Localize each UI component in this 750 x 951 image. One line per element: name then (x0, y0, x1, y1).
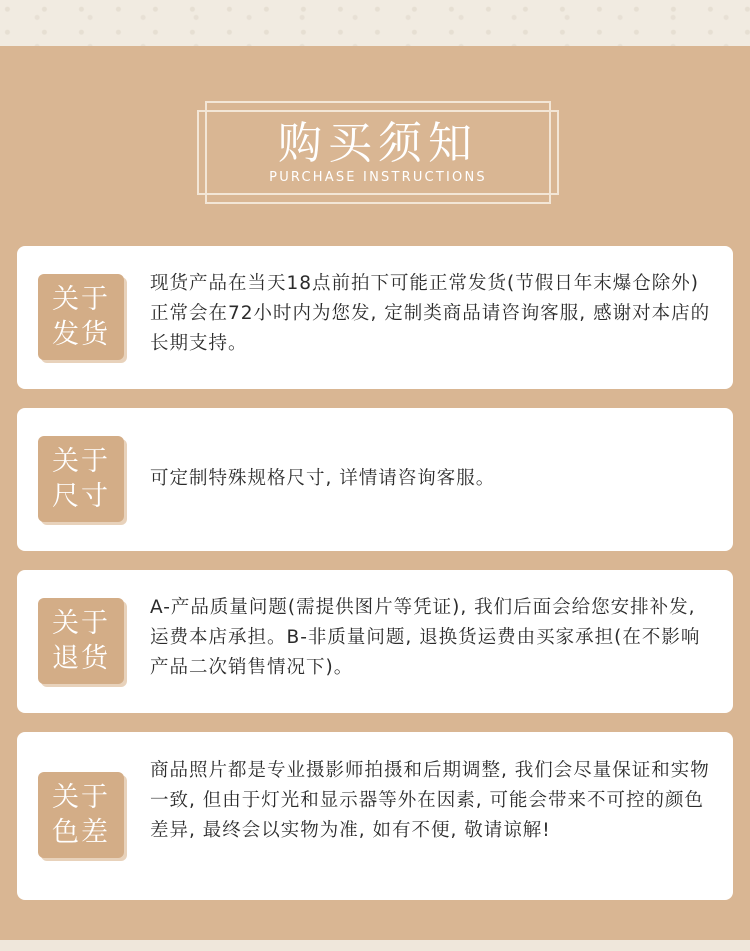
badge-shipping (38, 274, 124, 360)
badge-label: 关于 色差 (52, 782, 110, 848)
page-subtitle: PURCHASE INSTRUCTIONS (269, 170, 487, 185)
info-card-returns (17, 570, 733, 713)
badge-label: 关于 发货 (52, 284, 110, 350)
top-texture-strip (0, 0, 750, 46)
badge-label: 关于 退货 (52, 608, 110, 674)
card-description: A-产品质量问题(需提供图片等凭证), 我们后面会给您安排补发, 运费本店承担。B-非质量问题, 退换货运费由买家承担(在不影响产品二次销售情况下)。 (150, 597, 701, 678)
badge-returns (38, 598, 124, 684)
bottom-texture-strip (0, 940, 750, 951)
badge-color-difference (38, 772, 124, 858)
card-description: 商品照片都是专业摄影师拍摄和后期调整, 我们会尽量保证和实物一致, 但由于灯光和显示器等外在因素, 可能会带来不可控的颜色差异, 最终会以实物为准, 如有不便, 敬请谅解! (150, 760, 710, 841)
info-card-color-difference (17, 732, 733, 900)
info-card-size (17, 408, 733, 551)
info-card-shipping (17, 246, 733, 389)
badge-size (38, 436, 124, 522)
badge-label: 关于 尺寸 (52, 446, 110, 512)
card-description: 现货产品在当天18点前拍下可能正常发货(节假日年末爆仓除外)正常会在72小时内为您发, 定制类商品请咨询客服, 感谢对本店的长期支持。 (150, 273, 711, 354)
card-description: 可定制特殊规格尺寸, 详情请咨询客服。 (150, 468, 496, 489)
page-title: 购买须知 (278, 118, 478, 169)
